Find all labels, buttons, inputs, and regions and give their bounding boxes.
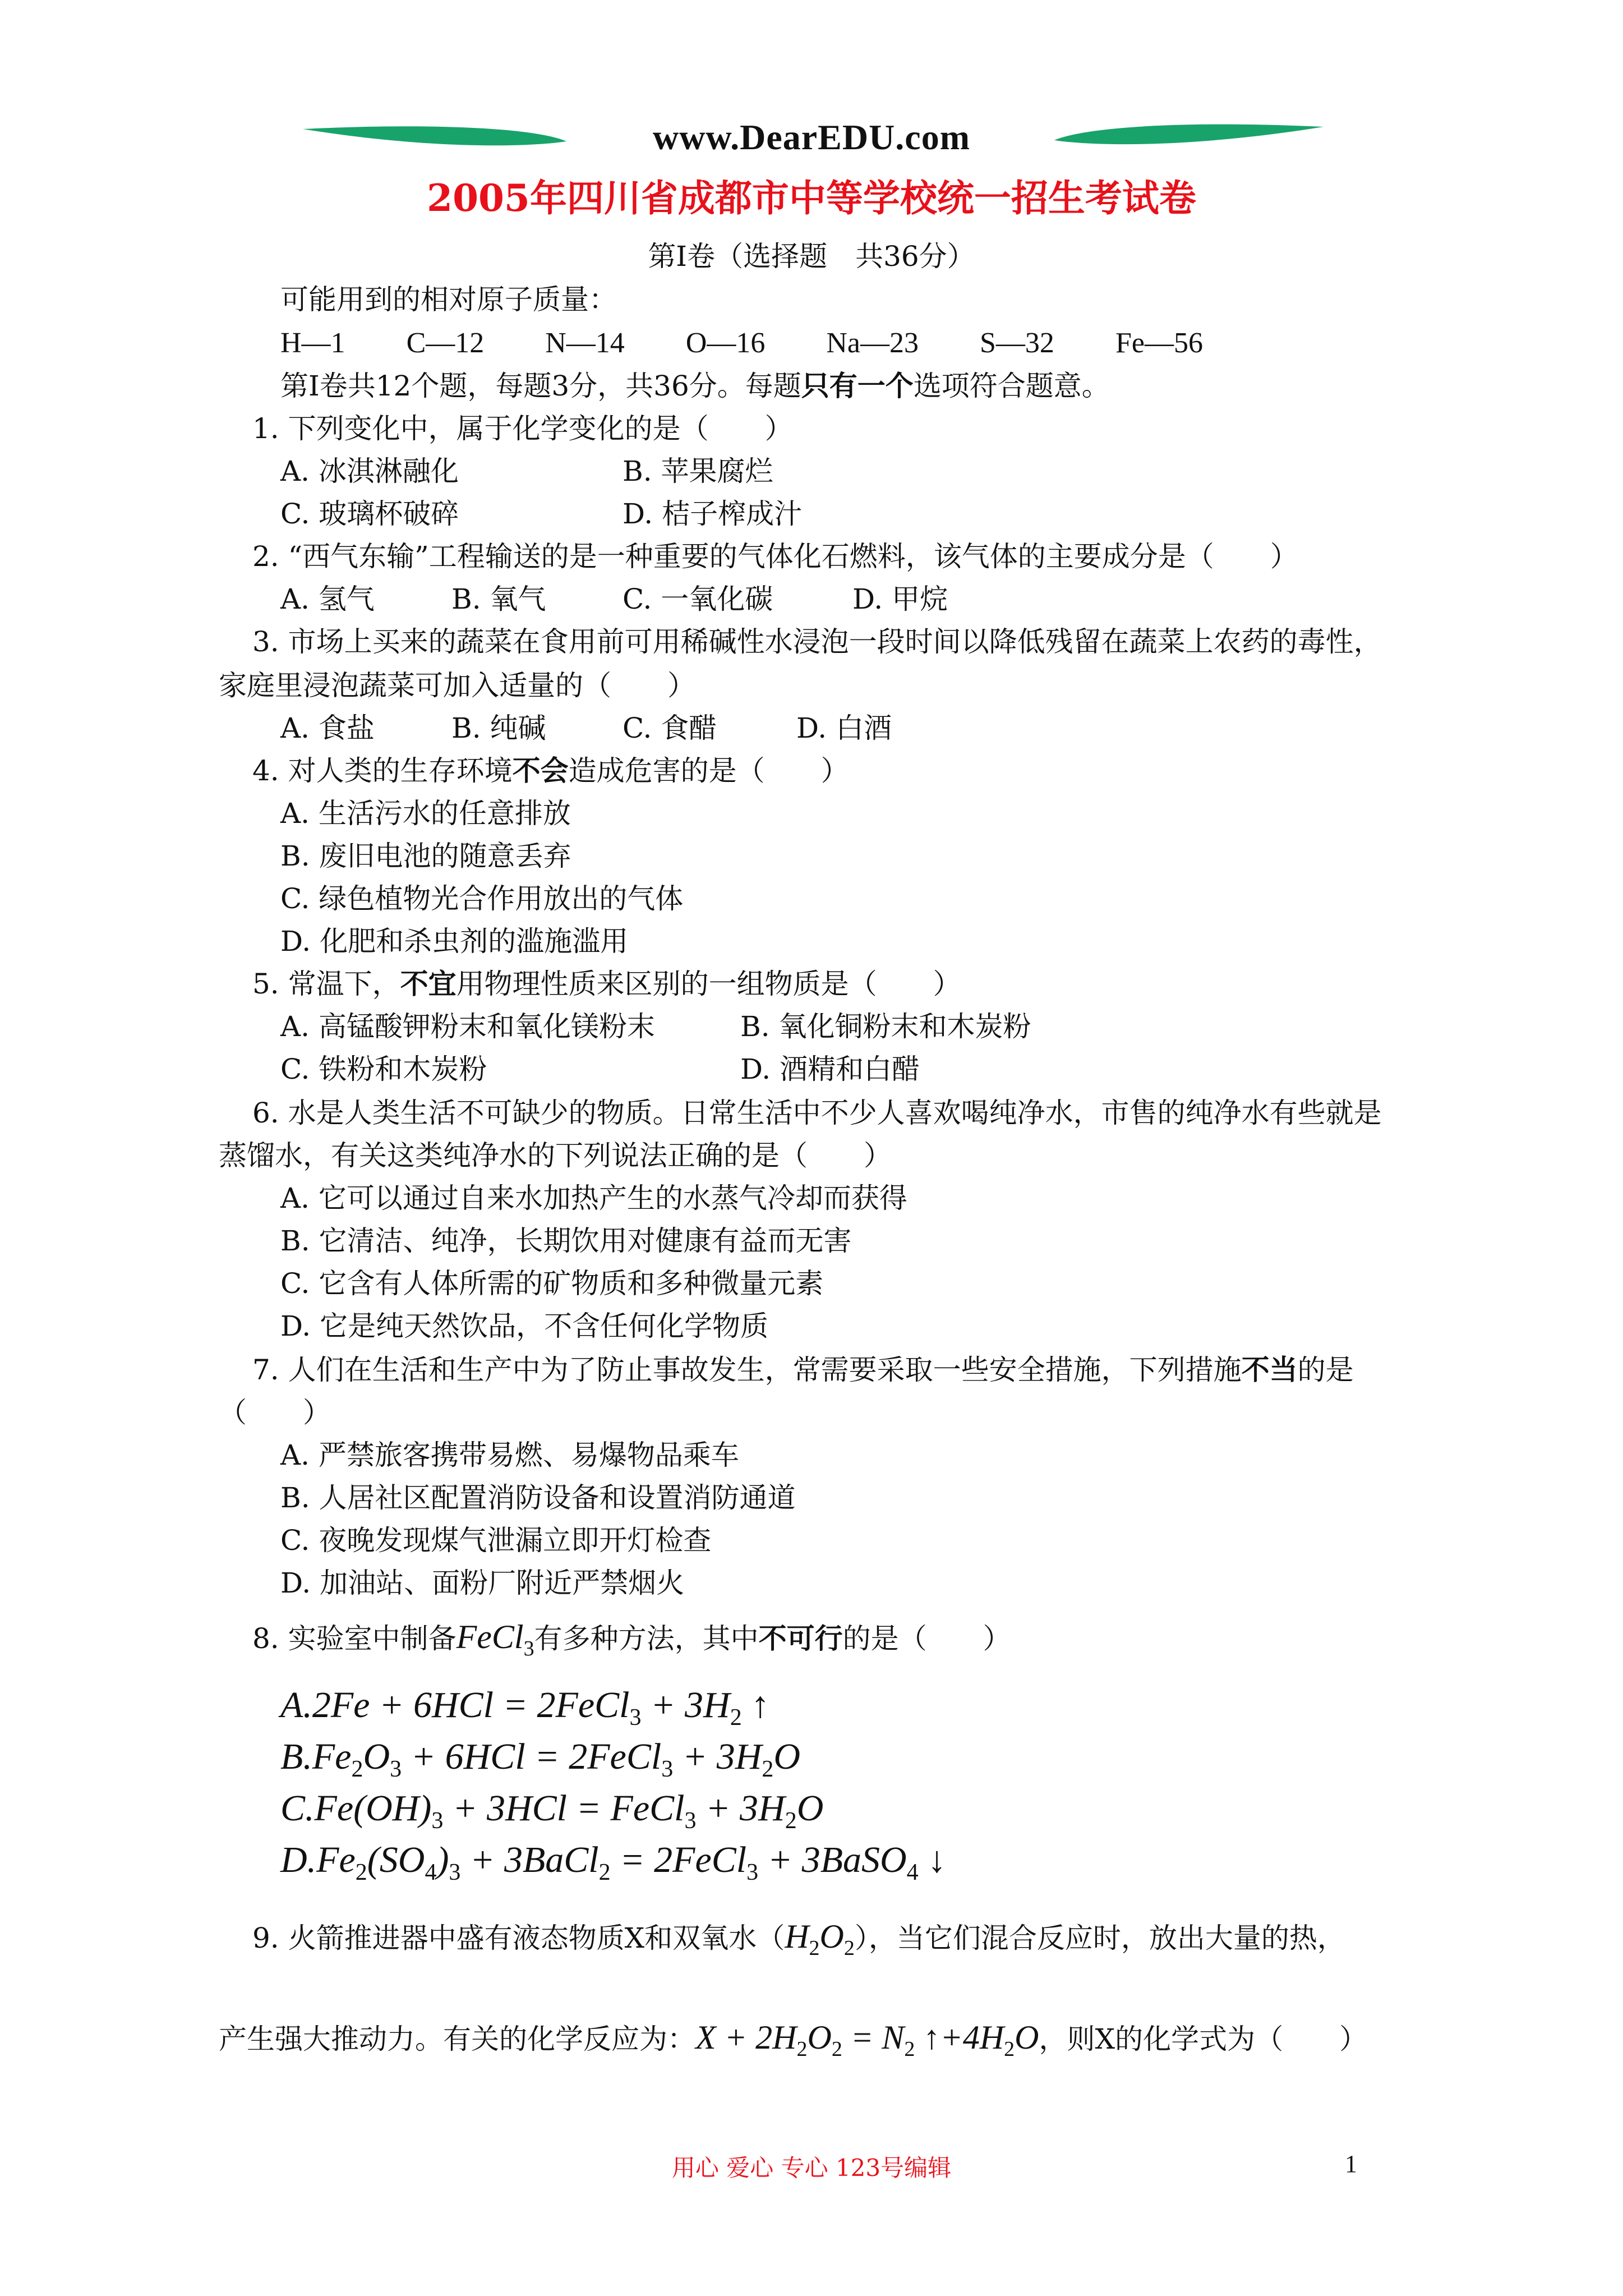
atomic-mass-h: H—1 <box>280 327 345 359</box>
q7-option-c: C. 夜晚发现煤气泄漏立即开灯检查 <box>280 1524 712 1557</box>
q6-option-c: C. 它含有人体所需的矿物质和多种微量元素 <box>280 1267 824 1300</box>
q6-option-b: B. 它清洁、纯净，长期饮用对健康有益而无害 <box>280 1225 852 1257</box>
q1-option-a: A. 冰淇淋融化 <box>280 455 459 487</box>
atomic-mass-n: N—14 <box>545 327 625 359</box>
q9-stem-line1: 9. 火箭推进器中盛有液态物质X和双氧水$(H_2O_2)$，当它们混合反应时，放出大量的热， <box>252 1918 1345 1960</box>
emphasis-improper: 不当 <box>1241 1353 1298 1386</box>
q7-option-d: D. 加油站、面粉厂附近严禁烟火 <box>280 1567 685 1599</box>
q7-stem-line2: （ ） <box>219 1396 331 1429</box>
q8-stem: 8. 实验室中制备FeCl$_3$有多种方法，其中不可行的是（ ） <box>252 1618 1011 1660</box>
q6-option-d: D. 它是纯天然饮品，不含任何化学物质 <box>280 1310 769 1342</box>
q7-option-b: B. 人居社区配置消防设备和设置消防通道 <box>280 1481 796 1514</box>
q4-option-b: B. 废旧电池的随意丢弃 <box>280 840 571 872</box>
q5-stem: 5. 常温下，不宜用物理性质来区别的一组物质是（ ） <box>252 967 961 1000</box>
q1-stem: 1. 下列变化中，属于化学变化的是（ ） <box>252 412 793 445</box>
q9-stem-line2: 产生强大推动力。有关的化学反应为：$X + 2H_2O_2 = N_2$ $↑+4H_2O$，则X的化学式为（ ） <box>219 2019 1368 2061</box>
emphasis-only-one: 只有一个 <box>801 369 914 402</box>
emphasis-not-suitable: 不宜 <box>400 967 457 1000</box>
atomic-mass-s: S—32 <box>980 327 1054 359</box>
q4-option-c: C. 绿色植物光合作用放出的气体 <box>280 882 684 915</box>
q2-option-b: B. 氧气 <box>451 583 546 615</box>
q1-option-b: B. 苹果腐烂 <box>623 455 773 487</box>
q1-option-d: D. 桔子榨成汁 <box>623 498 803 530</box>
atomic-mass-c: C—12 <box>406 327 485 359</box>
emphasis-not-feasible: 不可行 <box>758 1622 843 1655</box>
q7-option-a: A. 严禁旅客携带易燃、易爆物品乘车 <box>280 1439 739 1471</box>
q9-reaction-equation: $X + 2H_2O_2 = N_2$ $↑+4H_2O$ <box>695 2019 1039 2061</box>
q3-stem-line2: 家庭里浸泡蔬菜可加入适量的（ ） <box>219 669 695 702</box>
footer-credit: 用心 爱心 专心 123号编辑 <box>671 2154 952 2182</box>
q8-formula-fecl3: FeCl$_3$ <box>456 1618 534 1660</box>
q2-option-c: C. 一氧化碳 <box>623 583 773 615</box>
atomic-mass-label: 可能用到的相对原子质量： <box>280 283 617 316</box>
q3-stem-line1: 3. 市场上买来的蔬菜在食用前可用稀碱性水浸泡一段时间以降低残留在蔬菜上农药的毒性， <box>252 625 1382 658</box>
q5-option-c: C. 铁粉和木炭粉 <box>280 1053 487 1085</box>
q5-option-b: B. 氧化铜粉末和木炭粉 <box>740 1010 1031 1043</box>
q9-formula-h2o2: $H_2O_2$ <box>785 1918 855 1960</box>
q5-option-a: A. 高锰酸钾粉末和氧化镁粉末 <box>280 1010 655 1043</box>
q8-option-d-equation: $D.Fe_2(SO_4)_3$ + 3BaCl$_2$ = 2FeCl$_3$ + 3BaSO$_4$ ↓ <box>280 1839 947 1886</box>
q2-option-a: A. 氢气 <box>280 583 375 615</box>
q2-option-d: D. 甲烷 <box>852 583 948 615</box>
q7-stem-line1: 7. 人们在生活和生产中为了防止事故发生，常需要采取一些安全措施，下列措施不当的是 <box>252 1353 1354 1386</box>
q3-option-d: D. 白酒 <box>796 712 892 744</box>
exam-title: 2005年四川省成都市中等学校统一招生考试卷 <box>427 176 1196 220</box>
atomic-mass-na: Na—23 <box>826 327 919 359</box>
q3-option-a: A. 食盐 <box>280 712 375 744</box>
q6-stem-line1: 6. 水是人类生活不可缺少的物质。日常生活中不少人喜欢喝纯净水，市售的纯净水有些就是 <box>252 1097 1382 1129</box>
atomic-mass-o: O—16 <box>685 327 766 359</box>
page-number: 1 <box>1345 2150 1357 2178</box>
site-url: www.DearEDU.com <box>653 117 970 157</box>
section-heading: 第I卷（选择题 共36分） <box>648 240 975 273</box>
q3-option-b: B. 纯碱 <box>451 712 546 744</box>
q1-option-c: C. 玻璃杯破碎 <box>280 498 459 530</box>
q2-stem: 2. “西气东输”工程输送的是一种重要的气体化石燃料，该气体的主要成分是（ ） <box>252 540 1298 573</box>
q8-option-c-equation: $C.Fe(OH)_3 + 3HCl$ = FeCl$_3$ + $3H_2O$ <box>280 1788 824 1834</box>
q6-option-a: A. 它可以通过自来水加热产生的水蒸气冷却而获得 <box>280 1182 907 1214</box>
q4-option-a: A. 生活污水的任意排放 <box>280 797 571 830</box>
atomic-mass-list <box>280 325 1203 361</box>
emphasis-not: 不会 <box>512 754 569 787</box>
q3-option-c: C. 食醋 <box>623 712 717 744</box>
q4-option-d: D. 化肥和杀虫剂的滥施滥用 <box>280 925 629 958</box>
q8-option-a-equation: A.2Fe + 6HCl = 2FeCl$_3$ + $3H_2$ ↑ <box>280 1685 770 1731</box>
atomic-mass-fe: Fe—56 <box>1115 327 1203 359</box>
q6-stem-line2: 蒸馏水，有关这类纯净水的下列说法正确的是（ ） <box>219 1139 892 1172</box>
q4-stem: 4. 对人类的生存环境不会造成危害的是（ ） <box>252 754 849 787</box>
instructions: 第I卷共12个题，每题3分，共36分。每题只有一个选项符合题意。 <box>280 369 1110 402</box>
q8-option-b-equation: $B.Fe_2O_3 + 6HCl$ = 2FeCl$_3$ + $3H_2O$ <box>280 1736 801 1783</box>
q5-option-d: D. 酒精和白醋 <box>740 1053 920 1085</box>
